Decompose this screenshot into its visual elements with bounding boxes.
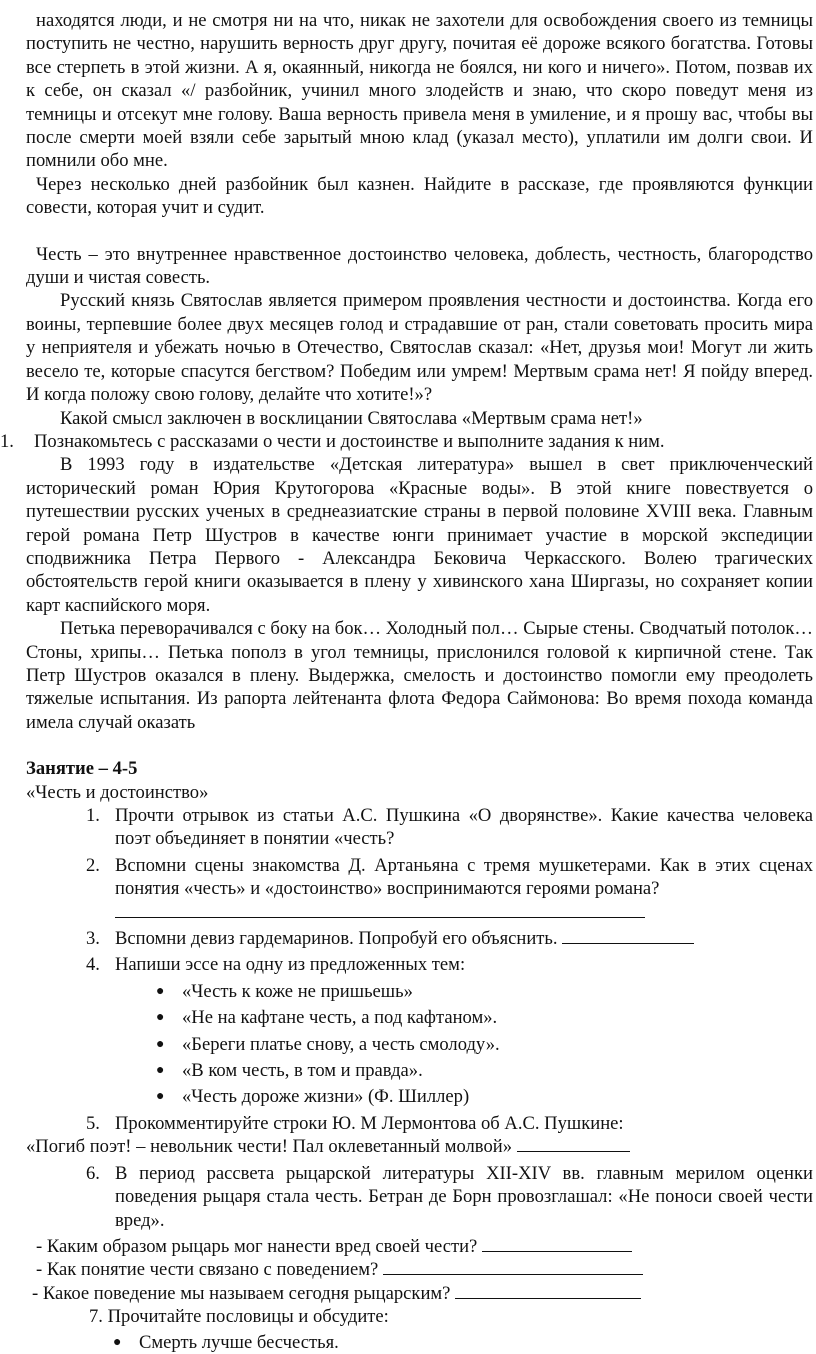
paragraph-task-conscience: Через несколько дней разбойник был казнен. Найдите в рассказе, где проявляются функции совести, которая учит и судит. (26, 173, 813, 219)
lesson-subtitle: «Честь и достоинство» (26, 781, 209, 803)
theme-list (156, 980, 806, 1109)
bullet-icon: ● (156, 1010, 165, 1026)
paragraph-petka: Петька переворачивался с боку на бок… Холодный пол… Сырые стены. Сводчатый потолок… Стоны, хрипы… Петька пополз в угол темницы, прислонился головой к кирпичной стене. Так Петр Шустров оказался в плену. Выдержка, смелость и достоинство помогли ему преодолеть тяжелые испытания. Из рапорта лейтенанта флота Федора Саймонова: Во время похода команда имела случай оказать (26, 618, 813, 733)
paragraph-honor-definition: Честь – это внутреннее нравственное достоинство человека, доблесть, честность, благородство души и чистая совесть. (26, 243, 813, 289)
question-line-3 (32, 1282, 816, 1305)
theme-text: «В ком честь, в том и правда». (182, 1060, 423, 1082)
proverb-item (113, 1331, 816, 1354)
bullet-icon: ● (156, 1089, 165, 1105)
task-number: 2. (86, 854, 100, 876)
task-item-5 (86, 1112, 813, 1135)
answer-line[interactable] (482, 1235, 632, 1252)
paragraph-svyatoslav-question: Какой смысл заключен в восклицании Святослава «Мертвым срама нет!» (60, 407, 643, 429)
task-item-4 (86, 953, 813, 976)
task-list (86, 804, 813, 977)
list-text: Познакомьтесь с рассказами о чести и достоинстве и выполните задания к ним. (34, 430, 665, 452)
list-number: 1. (0, 430, 14, 452)
paragraph-novel: В 1993 году в издательстве «Детская литература» вышел в свет приключенческий исторический роман Юрия Крутогорова «Красные воды». В этой книге повествуется о путешествии русских ученых в среднеазиатские страны в первой половине XVIII века. Главным герой романа Петр Шустров в качестве юнги принимает участие в морской экспедиции сподвижника Петра Первого - Александра Бековича Черкасского. Волею трагических обстоятельств герой книги оказывается в плену у хивинского хана Ширгазы, но сохраняет копии карт каспийского моря. (26, 454, 813, 616)
task-text-content: Вспомни сцены знакомства Д. Артаньяна с тремя мушкетерами. Как в этих сценах понятия «честь» и «достоинство» воспринимаются героями романа? (115, 854, 813, 900)
answer-line[interactable] (562, 927, 694, 944)
task-text-content: Вспомни девиз гардемаринов. Попробуй его объяснить. (115, 928, 558, 950)
theme-text: «Не на кафтане честь, а под кафтаном». (182, 1007, 498, 1029)
task-item-7: 7. Прочитайте пословицы и обсудите: (89, 1306, 389, 1328)
question-text: - Как понятие чести связано с поведением? (36, 1259, 379, 1281)
paragraph-story-end: находятся люди, и не смотря ни на что, никак не захотели для освобождения своего из темницы поступить не честно, нарушить верность друг другу, почитая её дороже всякого богатства. Готовы все стерпеть в этой жизни. А я, окаянный, никогда не боялся, ни кого и ничего». Потом, позвав их к себе, он сказал «/ разбойник, учинил много злодейств и знаю, что скоро поведут меня из темницы и отсекут мне голову. Ваша верность привела меня в умиление, и я прошу вас, чтобы вы после смерти моей взяли себе зарытый мною клад (указал место), уплатили им долги свои. И помнили обо мне. (26, 10, 813, 172)
theme-item (156, 980, 806, 1003)
task-text (115, 927, 813, 950)
question-text: - Каким образом рыцарь мог нанести вред своей чести? (36, 1235, 478, 1257)
theme-item (156, 1006, 806, 1029)
task-number: 5. (86, 1112, 100, 1134)
bullet-icon: ● (156, 1036, 165, 1052)
answer-line[interactable] (455, 1282, 641, 1299)
question-line-2 (36, 1258, 816, 1281)
list-item-1 (0, 430, 787, 453)
paragraph-svyatoslav: Русский князь Святослав является примером проявления честности и достоинства. Когда его воины, терпевшие более двух месяцев голод и страдавшие от ран, стали советовать просить мира у неприятеля и убежать ночью в Отечество, Святослав сказал: «Нет, друзья мои! Могут ли жить весело те, которые спасутся бегством? Победим или умрем! Мертвым срама нет! Я пойду вперед. И когда положу свою голову, делайте что хотите!»? (26, 290, 813, 406)
task-number: 4. (86, 954, 100, 976)
proverb-text: Смерть лучше бесчестья. (139, 1331, 339, 1353)
task-item-1 (86, 804, 813, 851)
theme-text: «Береги платье снову, а честь смолоду». (182, 1033, 500, 1055)
task-item-3 (86, 927, 813, 950)
task-text: Прочти отрывок из статьи А.С. Пушкина «О дворянстве». Какие качества человека поэт объединяет в понятии «честь? (115, 805, 813, 850)
task-text: Прокомментируйте строки Ю. М Лермонтова об А.С. Пушкине: (115, 1112, 624, 1134)
theme-text: «Честь дороже жизни» (Ф. Шиллер) (182, 1086, 470, 1108)
theme-text: «Честь к коже не пришьешь» (182, 980, 413, 1002)
task-number: 6. (86, 1162, 100, 1184)
task-item-6 (86, 1162, 813, 1232)
task-text: Напиши эссе на одну из предложенных тем: (115, 954, 466, 976)
theme-item (156, 1085, 806, 1108)
task-item-2 (86, 854, 813, 924)
answer-line[interactable] (383, 1258, 643, 1275)
answer-line[interactable] (517, 1135, 630, 1152)
bullet-icon: ● (156, 1063, 165, 1079)
task-text: В период рассвета рыцарской литературы XII-XIV вв. главным мерилом оценки поведения рыцаря стала честь. Бетран де Борн провозглашал: «Не поноси своей чести вред». (115, 1162, 813, 1231)
bullet-icon: ● (113, 1334, 122, 1350)
question-text: - Какое поведение мы называем сегодня рыцарским? (32, 1282, 451, 1304)
answer-line[interactable] (115, 901, 645, 918)
task-text (115, 854, 813, 924)
theme-item (156, 1033, 806, 1056)
task-number: 3. (86, 928, 100, 950)
theme-item (156, 1059, 806, 1082)
lermontov-quote: «Погиб поэт! – невольник чести! Пал оклеветанный молвой» (26, 1136, 513, 1158)
question-line-1 (36, 1235, 816, 1258)
lesson-title: Занятие – 4-5 (26, 758, 138, 780)
task-number: 1. (86, 805, 100, 826)
lermontov-quote-line (26, 1135, 813, 1158)
bullet-icon: ● (156, 983, 165, 999)
